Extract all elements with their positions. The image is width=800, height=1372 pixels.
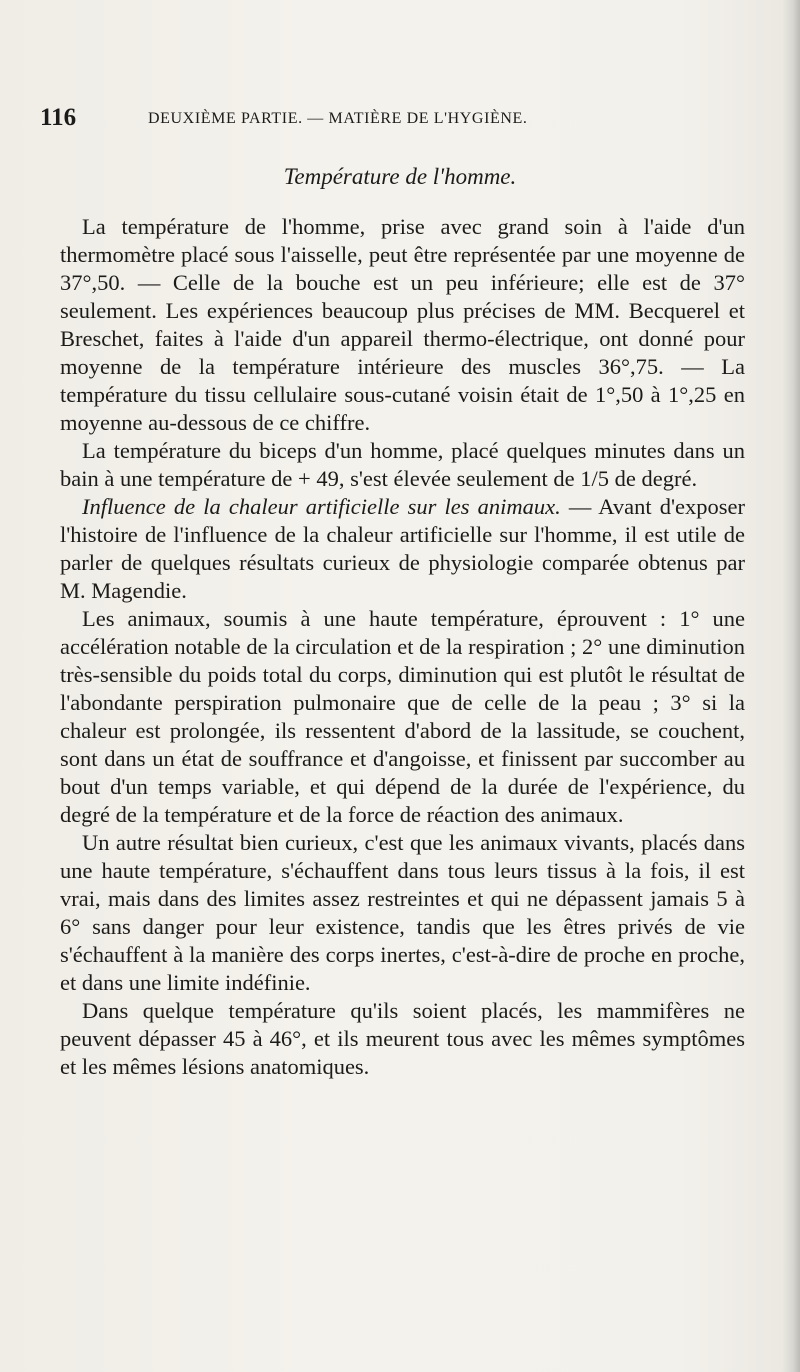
paragraph-text: Un autre résultat bien curieux, c'est que les animaux vivants, placés dans une haute température, s'échauffent dans tous leurs tissus à la fois, il est vrai, mais dans des limites assez restreintes et qui ne dépassent jamais 5 à 6° sans danger pour leur existence, tandis que les êtres privés de vie s'échauffent à la manière des corps inertes, c'est-à-dire de proche en proche, et dans une limite indéfinie. <box>60 830 745 995</box>
paragraph-lead: Influence de la chaleur artificielle sur les animaux. <box>82 494 561 519</box>
paragraph-text: La température du biceps d'un homme, placé quelques minutes dans un bain à une température de + 49, s'est élevée seulement de 1/5 de degré. <box>60 438 745 491</box>
paragraph-text: Dans quelque température qu'ils soient placés, les mammifères ne peuvent dépasser 45 à 46°, et ils meurent tous avec les mêmes symptômes et les mêmes lésions anatomiques. <box>60 998 745 1079</box>
paragraph-temperature-homme <box>60 213 745 437</box>
running-head: DEUXIÈME PARTIE. — MATIÈRE DE L'HYGIÈNE. <box>148 110 528 127</box>
body-text <box>60 213 745 1081</box>
paragraph-text: Les animaux, soumis à une haute température, éprouvent : 1° une accélération notable de la circulation et de la respiration ; 2° une diminution très-sensible du poids total du corps, diminution qui est plutôt le résultat de l'abondante perspiration pulmonaire que de celle de la peau ; 3° si la chaleur est prolongée, ils ressentent d'abord de la lassitude, se couchent, sont dans un état de souffrance et d'angoisse, et finissent par succomber au bout d'un temps variable, et qui dépend de la durée de l'expérience, du degré de la température et de la force de réaction des animaux. <box>60 606 745 827</box>
page-edge-shadow <box>782 0 800 1372</box>
paragraph-autre-resultat <box>60 829 745 997</box>
page-number: 116 <box>40 104 77 131</box>
page-header <box>40 104 740 134</box>
paragraph-mammiferes <box>60 997 745 1081</box>
paragraph-text: — Avant d'exposer l'histoire de l'influence de la chaleur artificielle sur l'homme, il est utile de parler de quelques résultats curieux de physiologie comparée obtenus par M. Magendie. <box>60 494 745 603</box>
paragraph-text: La température de l'homme, prise avec grand soin à l'aide d'un thermomètre placé sous l'aisselle, peut être représentée par une moyenne de 37°,50. — Celle de la bouche est un peu inférieure; elle est de 37° seulement. Les expériences beaucoup plus précises de MM. Becquerel et Breschet, faites à l'aide d'un appareil thermo-électrique, ont donné pour moyenne de la température intérieure des muscles 36°,75. — La température du tissu cellulaire sous-cutané voisin était de 1°,50 à 1°,25 en moyenne au-dessous de ce chiffre. <box>60 214 745 435</box>
paragraph-biceps <box>60 437 745 493</box>
paragraph-influence-chaleur <box>60 493 745 605</box>
paragraph-animaux-soumis <box>60 605 745 829</box>
section-title: Température de l'homme. <box>283 164 517 189</box>
